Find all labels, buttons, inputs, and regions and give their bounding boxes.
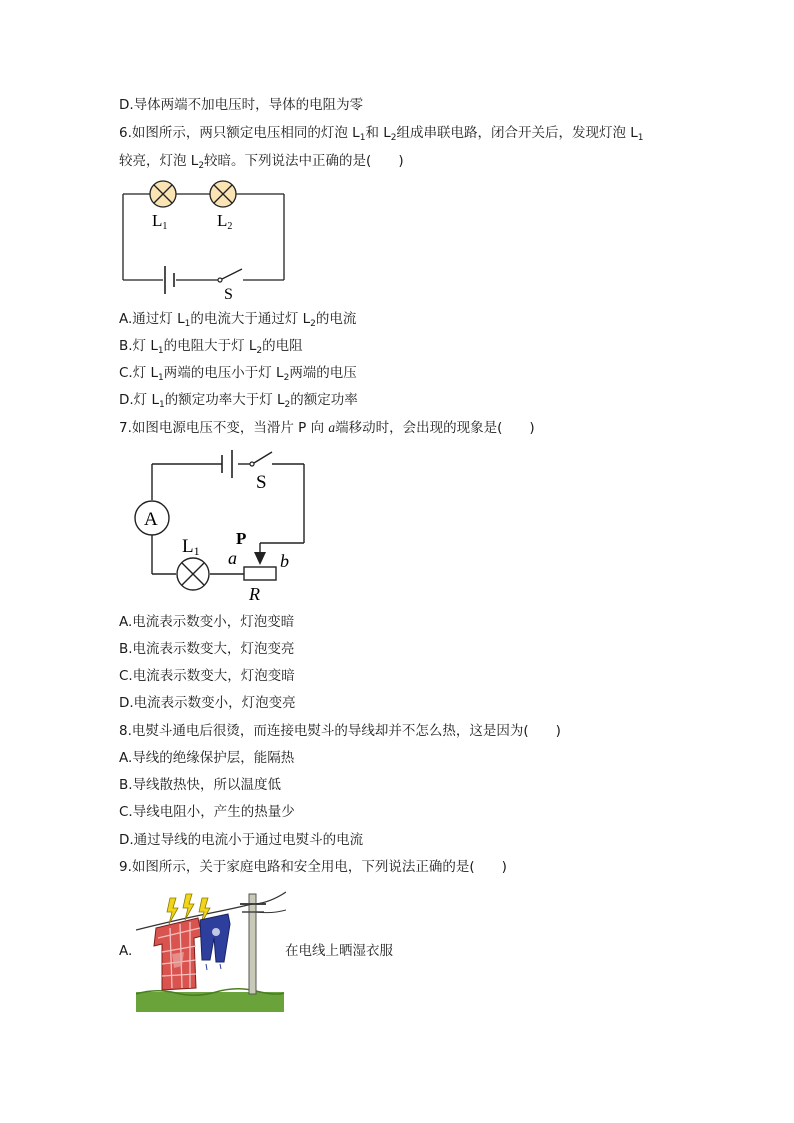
ammeter-icon: [135, 501, 169, 535]
q7-stem: 7.如图电源电压不变，当滑片 P 向 a端移动时，会出现的现象是( ): [119, 420, 535, 436]
q6-option-a: A.通过灯 $L_1$的电流大于通过灯 $L_2$的电流: [119, 311, 357, 329]
q6-stem-part: 和 L: [365, 125, 391, 141]
lamp-l2-icon: [210, 181, 236, 207]
q6-stem-part: 较亮，灯泡 L: [119, 153, 199, 169]
rheostat-icon: [244, 567, 276, 580]
switch-icon: [218, 269, 242, 282]
q8-option-a: A.导线的绝缘保护层，能隔热: [119, 750, 295, 766]
subscript: 1: [359, 133, 366, 143]
q9-option-a-caption: 在电线上晒湿衣服: [285, 943, 393, 959]
q6-option-b: B.灯 $L_1$的电阻大于灯 $L_2$的电阻: [119, 338, 303, 356]
lamp-l1-icon: [177, 558, 209, 590]
q7-option-d: D.电流表示数变小，灯泡变亮: [119, 695, 296, 711]
q5-option-d: D.导体两端不加电压时，导体的电阻为零: [119, 97, 364, 113]
q6-stem-line2: [119, 152, 404, 175]
lamp-l2-label: L2: [217, 211, 233, 232]
q6-stem-part: 6.如图所示，两只额定电压相同的灯泡 L: [119, 125, 360, 141]
resistor-label: R: [249, 584, 260, 604]
q6-stem-part: 较暗。下列说法中正确的是( ): [204, 153, 404, 169]
q8-option-d: D.通过导线的电流小于通过电熨斗的电流: [119, 832, 364, 848]
q7-option-a: A.电流表示数变小，灯泡变暗: [119, 614, 295, 630]
subscript: 2: [198, 161, 205, 171]
svg-text:A: A: [144, 509, 158, 530]
switch-icon: [250, 452, 272, 466]
q6-option-c: C.灯 $L_1$两端的电压小于灯 $L_2$两端的电压: [119, 365, 357, 383]
blue-trousers-icon: [200, 914, 230, 970]
q6-series-circuit-diagram: [118, 176, 290, 304]
q8-option-b: B.导线散热快，所以温度低: [119, 777, 282, 793]
lightning-icon: [183, 894, 194, 920]
battery-icon: [165, 266, 174, 294]
subscript: 2: [390, 133, 397, 143]
q7-option-b: B.电流表示数变大，灯泡变亮: [119, 641, 295, 657]
lamp-l1-label: L1: [182, 536, 200, 558]
battery-icon: [222, 450, 232, 478]
lamp-l1-label: L1: [152, 211, 168, 232]
q8-option-c: C.导线电阻小，产生的热量少: [119, 804, 295, 820]
lamp-l1-icon: [150, 181, 176, 207]
clothes-on-power-line-illustration: [136, 884, 286, 1014]
switch-label: S: [256, 472, 267, 493]
end-a-label: a: [228, 548, 237, 568]
slider-arrow-icon: [254, 552, 266, 565]
q6-stem-part: 组成串联电路，闭合开关后，发现灯泡 L: [396, 125, 638, 141]
q6-stem-line1: [119, 124, 644, 147]
plaid-shirt-icon: [154, 918, 202, 990]
slider-label: P: [236, 529, 247, 548]
q8-stem: 8.电熨斗通电后很烫，而连接电熨斗的导线却并不怎么热，这是因为( ): [119, 723, 561, 739]
q9-option-a-letter: A.: [119, 943, 133, 959]
switch-label: S: [224, 286, 233, 303]
q7-option-c: C.电流表示数变大，灯泡变暗: [119, 668, 295, 684]
subscript: 1: [637, 133, 644, 143]
q6-option-d: D.灯 $L_1$的额定功率大于灯 $L_2$的额定功率: [119, 392, 358, 410]
q9-stem: 9.如图所示，关于家庭电路和安全用电，下列说法正确的是( ): [119, 859, 507, 875]
end-b-label: b: [280, 551, 289, 571]
q7-rheostat-circuit-diagram: [128, 446, 312, 606]
